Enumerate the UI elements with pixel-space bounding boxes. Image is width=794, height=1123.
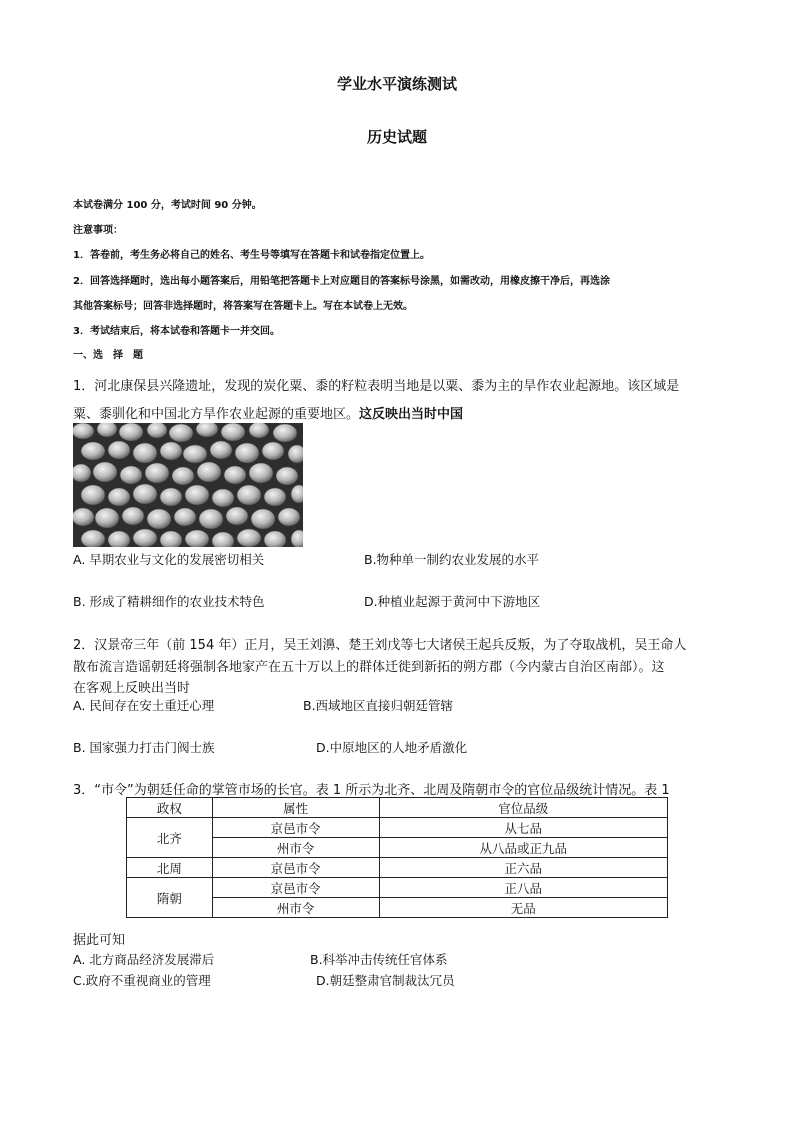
q2-option-c: B. 国家强力打击门阀士族 [73,740,215,755]
exam-subtitle: 历史试题 [366,128,427,146]
grain-photo-graphic [73,423,303,547]
score-time-note: 本试卷满分 100 分，考试时间 90 分钟。 [73,200,262,211]
table-cell-rank: 从八品或正九品 [379,838,667,858]
q2-option-d: D.中原地区的人地矛盾激化 [316,740,468,755]
table-cell-attribute: 州市令 [212,838,379,858]
table-header-attribute: 属性 [212,798,379,818]
q1-option-a: A. 早期农业与文化的发展密切相关 [73,552,265,567]
notice-item-2b: 其他答案标号；回答非选择题时，将答案写在答题卡上。写在本试卷上无效。 [73,301,413,312]
notice-item-3: 3．考试结束后，将本试卷和答题卡一并交回。 [73,326,280,337]
q1-stem-line2a: 粟、黍驯化和中国北方旱作农业起源的重要地区。 [73,407,360,422]
notice-item-2a: 2．回答选择题时，选出每小题答案后，用铅笔把答题卡上对应题目的答案标号涂黑，如需改动，用橡皮擦干净后，再选涂 [73,276,610,287]
table-cell-attribute: 州市令 [212,898,379,918]
official-rank-table [126,797,668,918]
q2-stem-line1: 2．汉景帝三年（前 154 年）正月，吴王刘濞、楚王刘戊等七大诸侯王起兵反叛，为了夺取战机，吴王命人 [73,638,687,653]
q3-stem-line1: 3．“市令”为朝廷任命的掌管市场的长官。表 1 所示为北齐、北周及隋朝市令的官位品级统计情况。表 1 [73,783,670,798]
table-row [127,878,668,898]
q3-option-a: A. 北方商品经济发展滞后 [73,952,215,967]
q3-stem-end: 据此可知 [73,933,126,948]
table-header-rank: 官位品级 [379,798,667,818]
q1-stem-line2b: 这反映出当时中国 [359,407,464,422]
table-row [127,818,668,838]
notice-label: 注意事项： [73,225,123,236]
table-cell-attribute: 京邑市令 [212,858,379,878]
carbonized-grain-photo [73,423,303,547]
q1-option-b: B.物种单一制约农业发展的水平 [364,552,540,567]
table-cell-rank: 从七品 [379,818,667,838]
table-header-regime: 政权 [127,798,213,818]
q2-stem-line2: 散布流言造谣朝廷将强制各地家产在五十万以上的群体迁徙到新拓的朔方郡（今内蒙古自治区南部）。这 [73,660,665,675]
table-cell-attribute: 京邑市令 [212,818,379,838]
q3-option-d: D.朝廷整肃官制裁汰冗员 [316,973,455,988]
q2-option-b: B.西域地区直接归朝廷管辖 [303,698,454,713]
table-cell-rank: 无品 [379,898,667,918]
q2-stem-line3: 在客观上反映出当时 [73,681,191,696]
notice-item-1: 1．答卷前，考生务必将自己的姓名、考生号等填写在答题卡和试卷指定位置上。 [73,250,430,261]
q1-stem-line1: 1．河北康保县兴隆遗址，发现的炭化粟、黍的籽粒表明当地是以粟、黍为主的旱作农业起源地。该区域是 [73,379,680,394]
table-row [127,858,668,878]
table-cell-regime: 北齐 [127,818,213,858]
q2-option-a: A. 民间存在安土重迁心理 [73,698,215,713]
table-cell-rank: 正六品 [379,858,667,878]
table-header-row [127,798,668,818]
table-cell-regime: 隋朝 [127,878,213,918]
table-cell-attribute: 京邑市令 [212,878,379,898]
q1-stem-line2 [73,403,463,422]
section-heading: 一、选 择 题 [73,350,143,361]
table-cell-regime: 北周 [127,858,213,878]
q3-option-b: B.科举冲击传统任官体系 [310,952,448,967]
q1-option-c: B. 形成了精耕细作的农业技术特色 [73,594,265,609]
q1-option-d: D.种植业起源于黄河中下游地区 [364,594,541,609]
exam-title: 学业水平演练测试 [336,75,457,93]
table-cell-rank: 正八品 [379,878,667,898]
q3-option-c: C.政府不重视商业的管理 [73,973,211,988]
